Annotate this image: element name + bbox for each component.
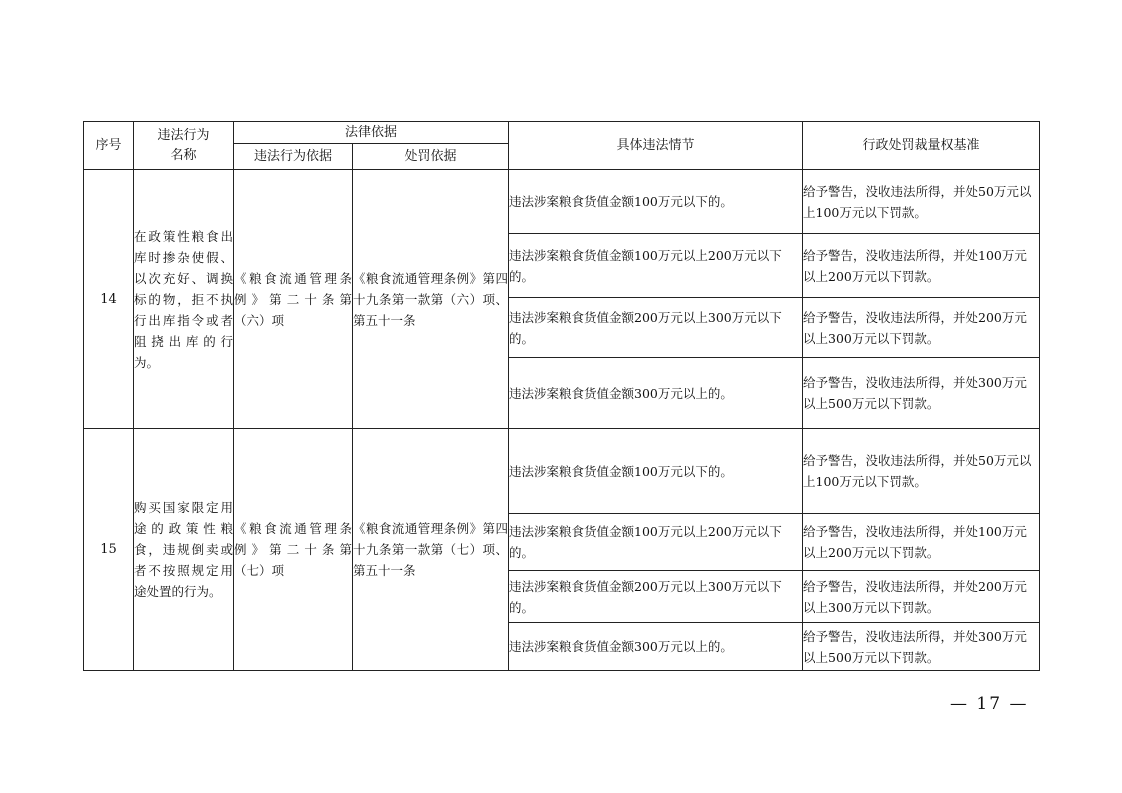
table-row (84, 170, 1040, 234)
standard: 给予警告，没收违法所得，并处300万元以上500万元以下罚款。 (803, 358, 1040, 429)
standard: 给予警告，没收违法所得，并处50万元以上100万元以下罚款。 (803, 429, 1040, 514)
circumstance: 违法涉案粮食货值金额200万元以上300万元以下的。 (509, 298, 803, 358)
header-seq: 序号 (84, 122, 134, 170)
row-seq: 15 (84, 429, 134, 671)
standard: 给予警告，没收违法所得，并处50万元以上100万元以下罚款。 (803, 170, 1040, 234)
circumstance: 违法涉案粮食货值金额200万元以上300万元以下的。 (509, 571, 803, 623)
standard: 给予警告，没收违法所得，并处100万元以上200万元以下罚款。 (803, 514, 1040, 571)
standard: 给予警告，没收违法所得，并处100万元以上200万元以下罚款。 (803, 234, 1040, 298)
violation-basis: 《粮食流通管理条例》第二十条第（六）项 (234, 170, 353, 429)
header-name-line2: 名称 (170, 147, 197, 163)
circumstance: 违法涉案粮食货值金额100万元以上200万元以下的。 (509, 514, 803, 571)
standard: 给予警告，没收违法所得，并处200万元以上300万元以下罚款。 (803, 298, 1040, 358)
header-legal-basis: 法律依据 (234, 122, 509, 144)
standard: 给予警告，没收违法所得，并处200万元以上300万元以下罚款。 (803, 571, 1040, 623)
page-number: — 17 — (950, 694, 1029, 714)
header-name-line1: 违法行为 (157, 127, 210, 143)
row-seq: 14 (84, 170, 134, 429)
circumstance: 违法涉案粮食货值金额100万元以上200万元以下的。 (509, 234, 803, 298)
circumstance: 违法涉案粮食货值金额100万元以下的。 (509, 429, 803, 514)
header-violation-name (134, 122, 234, 170)
violation-name: 在政策性粮食出库时掺杂使假、以次充好、调换标的物，拒不执行出库指令或者阻挠出库的行为。 (134, 170, 234, 429)
standard: 给予警告，没收违法所得，并处300万元以上500万元以下罚款。 (803, 623, 1040, 671)
circumstance: 违法涉案粮食货值金额300万元以上的。 (509, 623, 803, 671)
header-circumstance: 具体违法情节 (509, 122, 803, 170)
penalty-standard-table (83, 121, 1040, 671)
circumstance: 违法涉案粮食货值金额100万元以下的。 (509, 170, 803, 234)
violation-name: 购买国家限定用途的政策性粮食，违规倒卖或者不按照规定用途处置的行为。 (134, 429, 234, 671)
circumstance: 违法涉案粮食货值金额300万元以上的。 (509, 358, 803, 429)
violation-basis: 《粮食流通管理条例》第二十条第（七）项 (234, 429, 353, 671)
header-standard: 行政处罚裁量权基准 (803, 122, 1040, 170)
penalty-basis: 《粮食流通管理条例》第四十九条第一款第（七）项、第五十一条 (353, 429, 509, 671)
penalty-basis: 《粮食流通管理条例》第四十九条第一款第（六）项、第五十一条 (353, 170, 509, 429)
header-violation-basis: 违法行为依据 (234, 144, 353, 170)
header-penalty-basis: 处罚依据 (353, 144, 509, 170)
table-row (84, 429, 1040, 514)
